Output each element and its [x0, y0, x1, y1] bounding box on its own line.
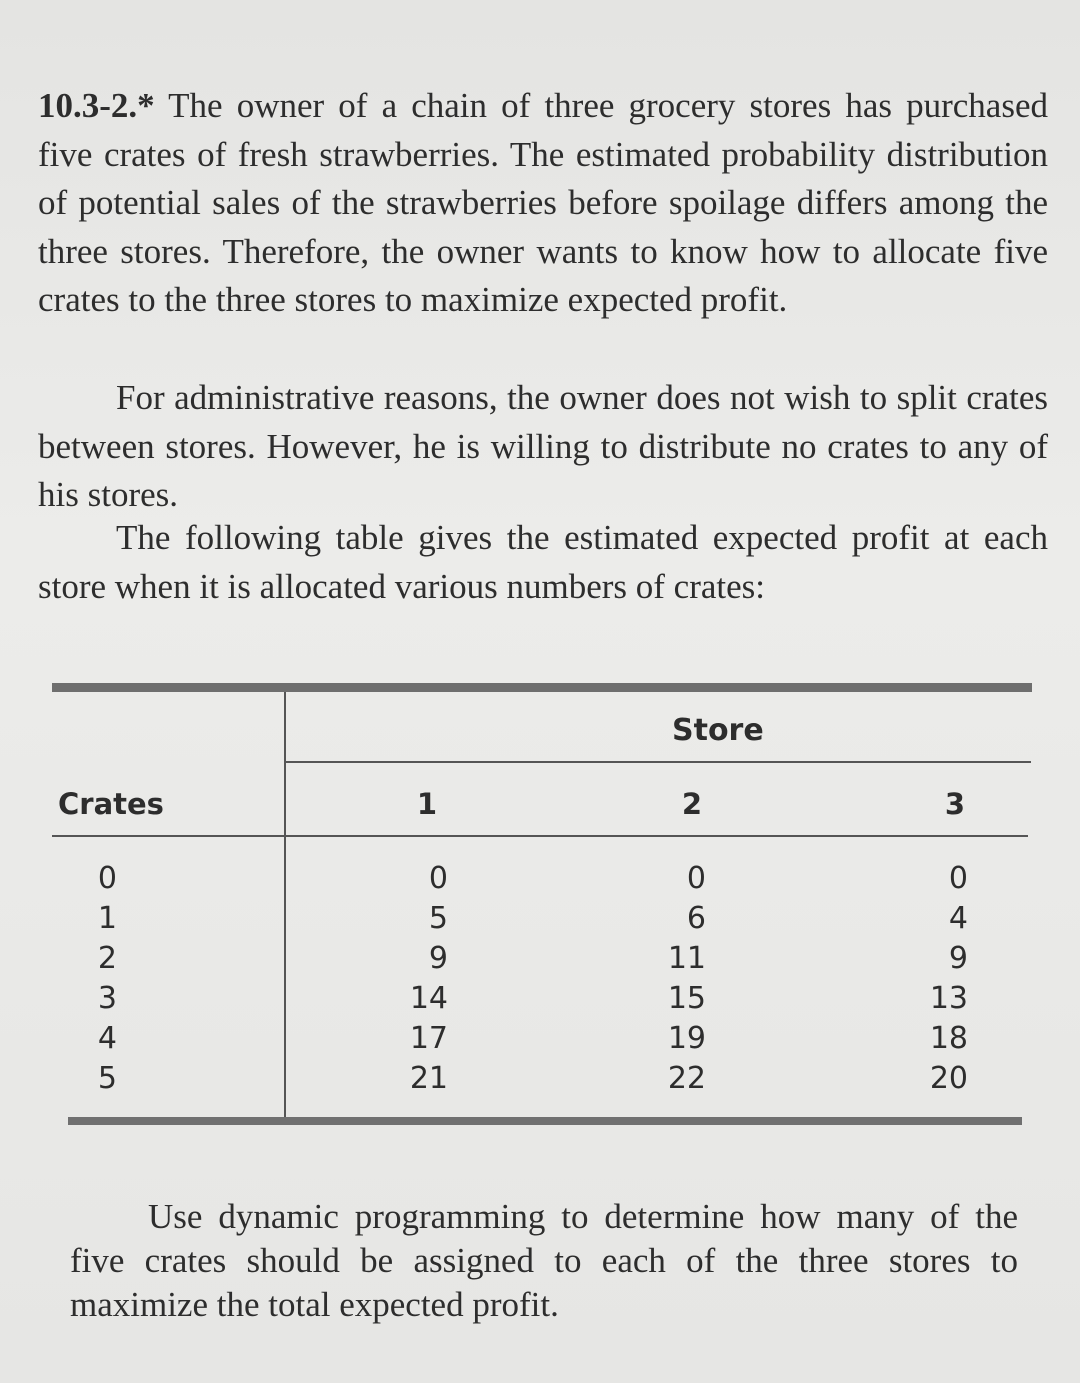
table-cell: 2: [97, 941, 117, 976]
table-cell: 22: [667, 1061, 706, 1096]
table-cell: 4: [948, 901, 968, 936]
profit-table: [52, 683, 1032, 1125]
table-cell: 15: [667, 981, 706, 1016]
table-cell: 0: [948, 861, 968, 896]
table-cell: 19: [667, 1021, 706, 1056]
store-group-header: Store: [672, 713, 764, 748]
column-header-rule: [52, 835, 1028, 837]
store-header-rule: [286, 761, 1031, 763]
table-cell: 20: [929, 1061, 968, 1096]
table-cell: 9: [948, 941, 968, 976]
table-cell: 11: [667, 941, 706, 976]
paragraph-4-text: Use dynamic programming to determine how many of the five crates should be assigned to each of the three stores to maximize the total expected profit.: [70, 1197, 1018, 1324]
table-cell: 9: [428, 941, 448, 976]
table-cell: 5: [97, 1061, 117, 1096]
table-cell: 14: [409, 981, 448, 1016]
crates-column: [47, 859, 117, 1099]
problem-paragraph-2: [38, 374, 1048, 520]
paragraph-1-text: The owner of a chain of three grocery stores has purchased five crates of fresh strawberries. The estimated probability distribution of potential sales of the strawberries before spoilage differs among the three stores. Therefore, the owner wants to know how to allocate five crates to the three stores to maximize expected profit.: [38, 86, 1048, 319]
table-cell: 0: [97, 861, 117, 896]
problem-number: 10.3-2.*: [38, 86, 155, 125]
store-3-column: [898, 859, 968, 1099]
table-cell: 13: [929, 981, 968, 1016]
store-1-column: [378, 859, 448, 1099]
table-top-rule: [52, 683, 1032, 692]
store-1-header: 1: [416, 787, 437, 821]
table-cell: 5: [428, 901, 448, 936]
paragraph-2-text: For administrative reasons, the owner does not wish to split crates between stores. However, he is willing to distribute no crates to any of his stores.: [38, 378, 1048, 514]
problem-paragraph-1: [38, 82, 1048, 325]
table-cell: 6: [686, 901, 706, 936]
crates-column-header: Crates: [58, 787, 164, 821]
table-bottom-rule: [68, 1117, 1022, 1125]
table-cell: 0: [686, 861, 706, 896]
table-cell: 18: [929, 1021, 968, 1056]
table-cell: 21: [409, 1061, 448, 1096]
table-cell: 4: [97, 1021, 117, 1056]
store-3-header: 3: [944, 787, 965, 821]
table-cell: 0: [428, 861, 448, 896]
store-2-header: 2: [681, 787, 702, 821]
table-cell: 3: [97, 981, 117, 1016]
table-cell: 1: [97, 901, 117, 936]
paragraph-3-text: The following table gives the estimated expected profit at each store when it is allocated various numbers of crates:: [38, 518, 1048, 606]
table-cell: 17: [409, 1021, 448, 1056]
problem-paragraph-3: [38, 514, 1048, 611]
store-2-column: [636, 859, 706, 1099]
table-vertical-divider: [284, 692, 286, 1118]
problem-paragraph-4: [70, 1195, 1018, 1327]
